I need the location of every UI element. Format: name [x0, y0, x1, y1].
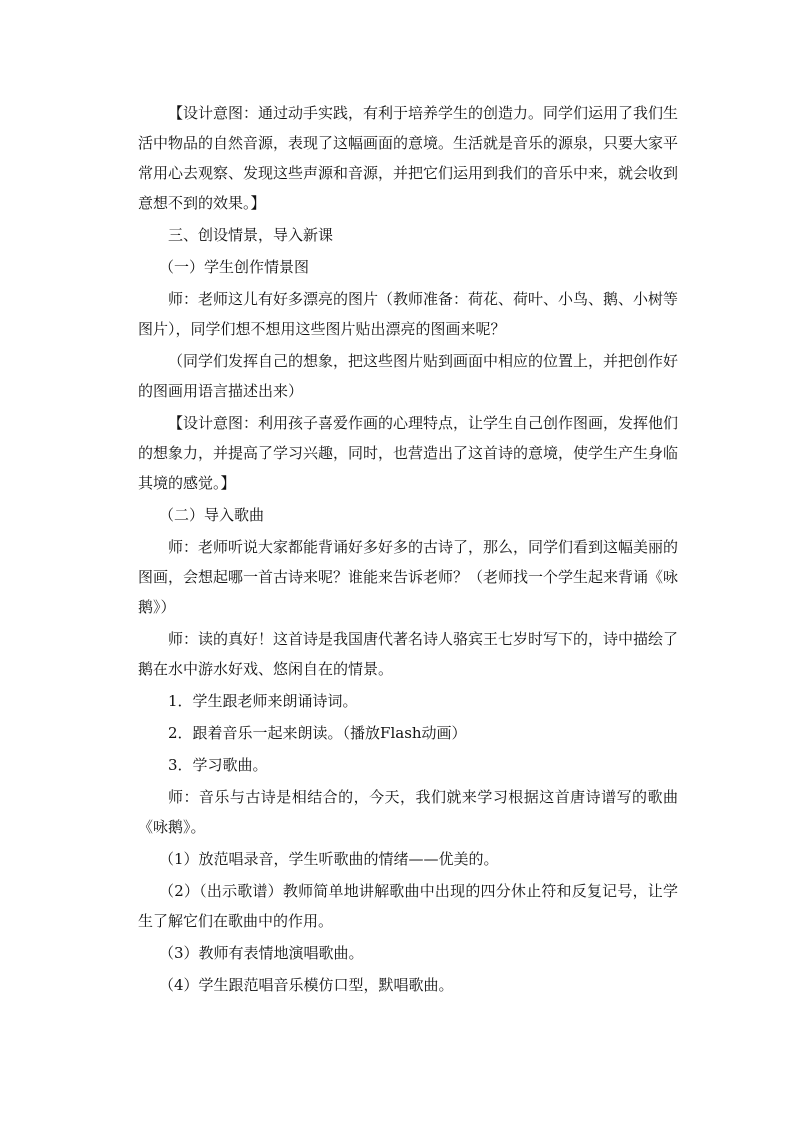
sub-item-2: （2）（出示歌谱）教师简单地讲解歌曲中出现的四分休止符和反复记号，让学生了解它们在歌曲中的作用。 [138, 882, 678, 930]
subheading-one: （一）学生创作情景图 [159, 258, 310, 276]
list-item-3: 3．学习歌曲。 [168, 756, 268, 774]
paragraph-well-read: 师：读的真好！这首诗是我国唐代著名诗人骆宾王七岁时写下的，诗中描绘了鹅在水中游水好戏、悠闲自在的情景。 [138, 630, 679, 678]
paragraph-students-imagine: （同学们发挥自己的想象，把这些图片贴到画面中相应的位置上，并把创作好的图画用语言描述出来） [138, 352, 679, 400]
document-body [138, 98, 678, 1002]
heading-section-three: 三、创设情景，导入新课 [168, 226, 334, 244]
list-item-1: 1．学生跟老师来朗诵诗词。 [168, 692, 358, 710]
sub-item-4: （4）学生跟范唱音乐模仿口型，默唱歌曲。 [159, 976, 454, 994]
paragraph-design-intent-1: 【设计意图：通过动手实践，有利于培养学生的创造力。同学们运用了我们生活中物品的自然音源，表现了这幅画面的意境。生活就是音乐的源泉，只要大家平常用心去观察、发现这些声源和音源，并把它们运用到我们的音乐中来，就会收到意想不到的效果。】 [138, 104, 679, 212]
paragraph-design-intent-2: 【设计意图：利用孩子喜爱作画的心理特点，让学生自己创作图画，发挥他们的想象力，并提高了学习兴趣，同时，也营造出了这首诗的意境，使学生产生身临其境的感觉。】 [138, 414, 679, 492]
list-item-2: 2．跟着音乐一起来朗读。（播放Flash动画） [168, 724, 467, 742]
paragraph-music-poem: 师：音乐与古诗是相结合的，今天，我们就来学习根据这首唐诗谱写的歌曲《咏鹅》。 [138, 788, 678, 836]
sub-item-3: （3）教师有表情地演唱歌曲。 [159, 944, 364, 962]
paragraph-ancient-poem: 师：老师听说大家都能背诵好多好多的古诗了，那么，同学们看到这幅美丽的图画，会想起哪一首古诗来呢？谁能来告诉老师？（老师找一个学生起来背诵《咏鹅》） [138, 538, 679, 616]
subheading-two: （二）导入歌曲 [159, 506, 265, 524]
paragraph-teacher-pictures: 师：老师这儿有好多漂亮的图片（教师准备：荷花、荷叶、小鸟、鹅、小树等图片），同学们想不想用这些图片贴出漂亮的图画来呢？ [138, 290, 679, 338]
sub-item-1: （1）放范唱录音，学生听歌曲的情绪——优美的。 [159, 850, 499, 868]
